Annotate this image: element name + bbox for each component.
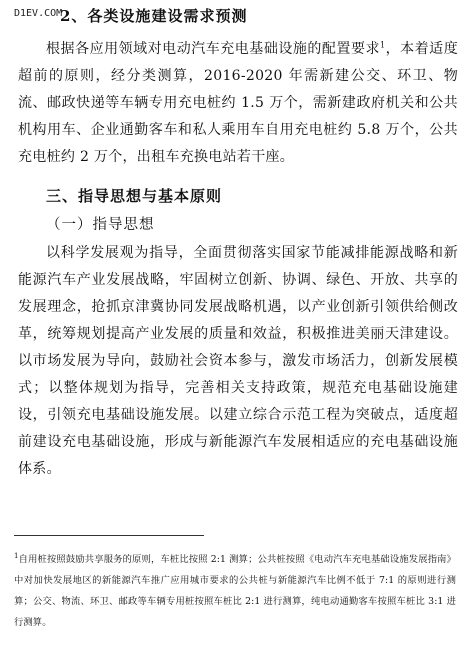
footnote-mark: 1 — [14, 551, 19, 560]
paragraph-guiding-ideology: 以科学发展观为指导，全面贯彻落实国家节能减排能源战略和新能源汽车产业发展战略，牢固树立创新、协调、绿色、开放、共享的发展理念，抢抓京津冀协同发展战略机遇，以产业创新引领供给侧改革，统筹规划提高产业发展的质量和效益，积极推进美丽天津建设。以市场发展为导向，鼓励社会资本参与，激发市场活力，创新发展模式；以整体规划为指导，完善相关支持政策，规范充电基础设施建设，引领充电基础设施发展。以建立综合示范工程为突破点，适度超前建设充电基础设施，形成与新能源汽车发展相适应的充电基础设施体系。 — [18, 245, 458, 477]
section-title: 2、各类设施建设需求预测 — [60, 7, 248, 25]
subsection-heading: （一）指导思想 — [46, 217, 155, 233]
footnote-text: 自用桩按照鼓励共享服务的原则，车桩比按照 2:1 测算；公共桩按照《电动汽车充电基础设施发展指南》中对加快发展地区的新能源汽车推广应用城市要求的公共桩与新能源汽车比例不低于 7:1 的原则进行测算；公交、物流、环卫、邮政等车辆专用桩按照车桩比 2:1 进行测算，纯电动通勤客车按照车桩比 3:1 进行测算。 — [14, 554, 456, 628]
section-heading: 三、指导思想与基本原则 — [46, 187, 223, 205]
paragraph-demand-forecast — [18, 36, 458, 171]
paragraph1-text-b: ，本着适度超前的原则，经分类测算，2016-2020 年需新建公交、环卫、物流、邮政快递等车辆专用充电桩约 1.5 万个，需新建政府机关和公共机构用车、企业通勤客车和私人乘用车自用充电桩约 5.8 万个，公共充电桩约 2 万个，出租车充换电站若干座。 — [18, 41, 458, 165]
watermark-id: D1EV.COM — [14, 8, 63, 19]
paragraph1-text-a: 根据各应用领域对电动汽车充电基础设施的配置要求 — [46, 41, 380, 57]
footnote — [14, 549, 456, 633]
footnote-divider — [14, 535, 204, 536]
footnote-reference[interactable]: 1 — [380, 40, 386, 50]
